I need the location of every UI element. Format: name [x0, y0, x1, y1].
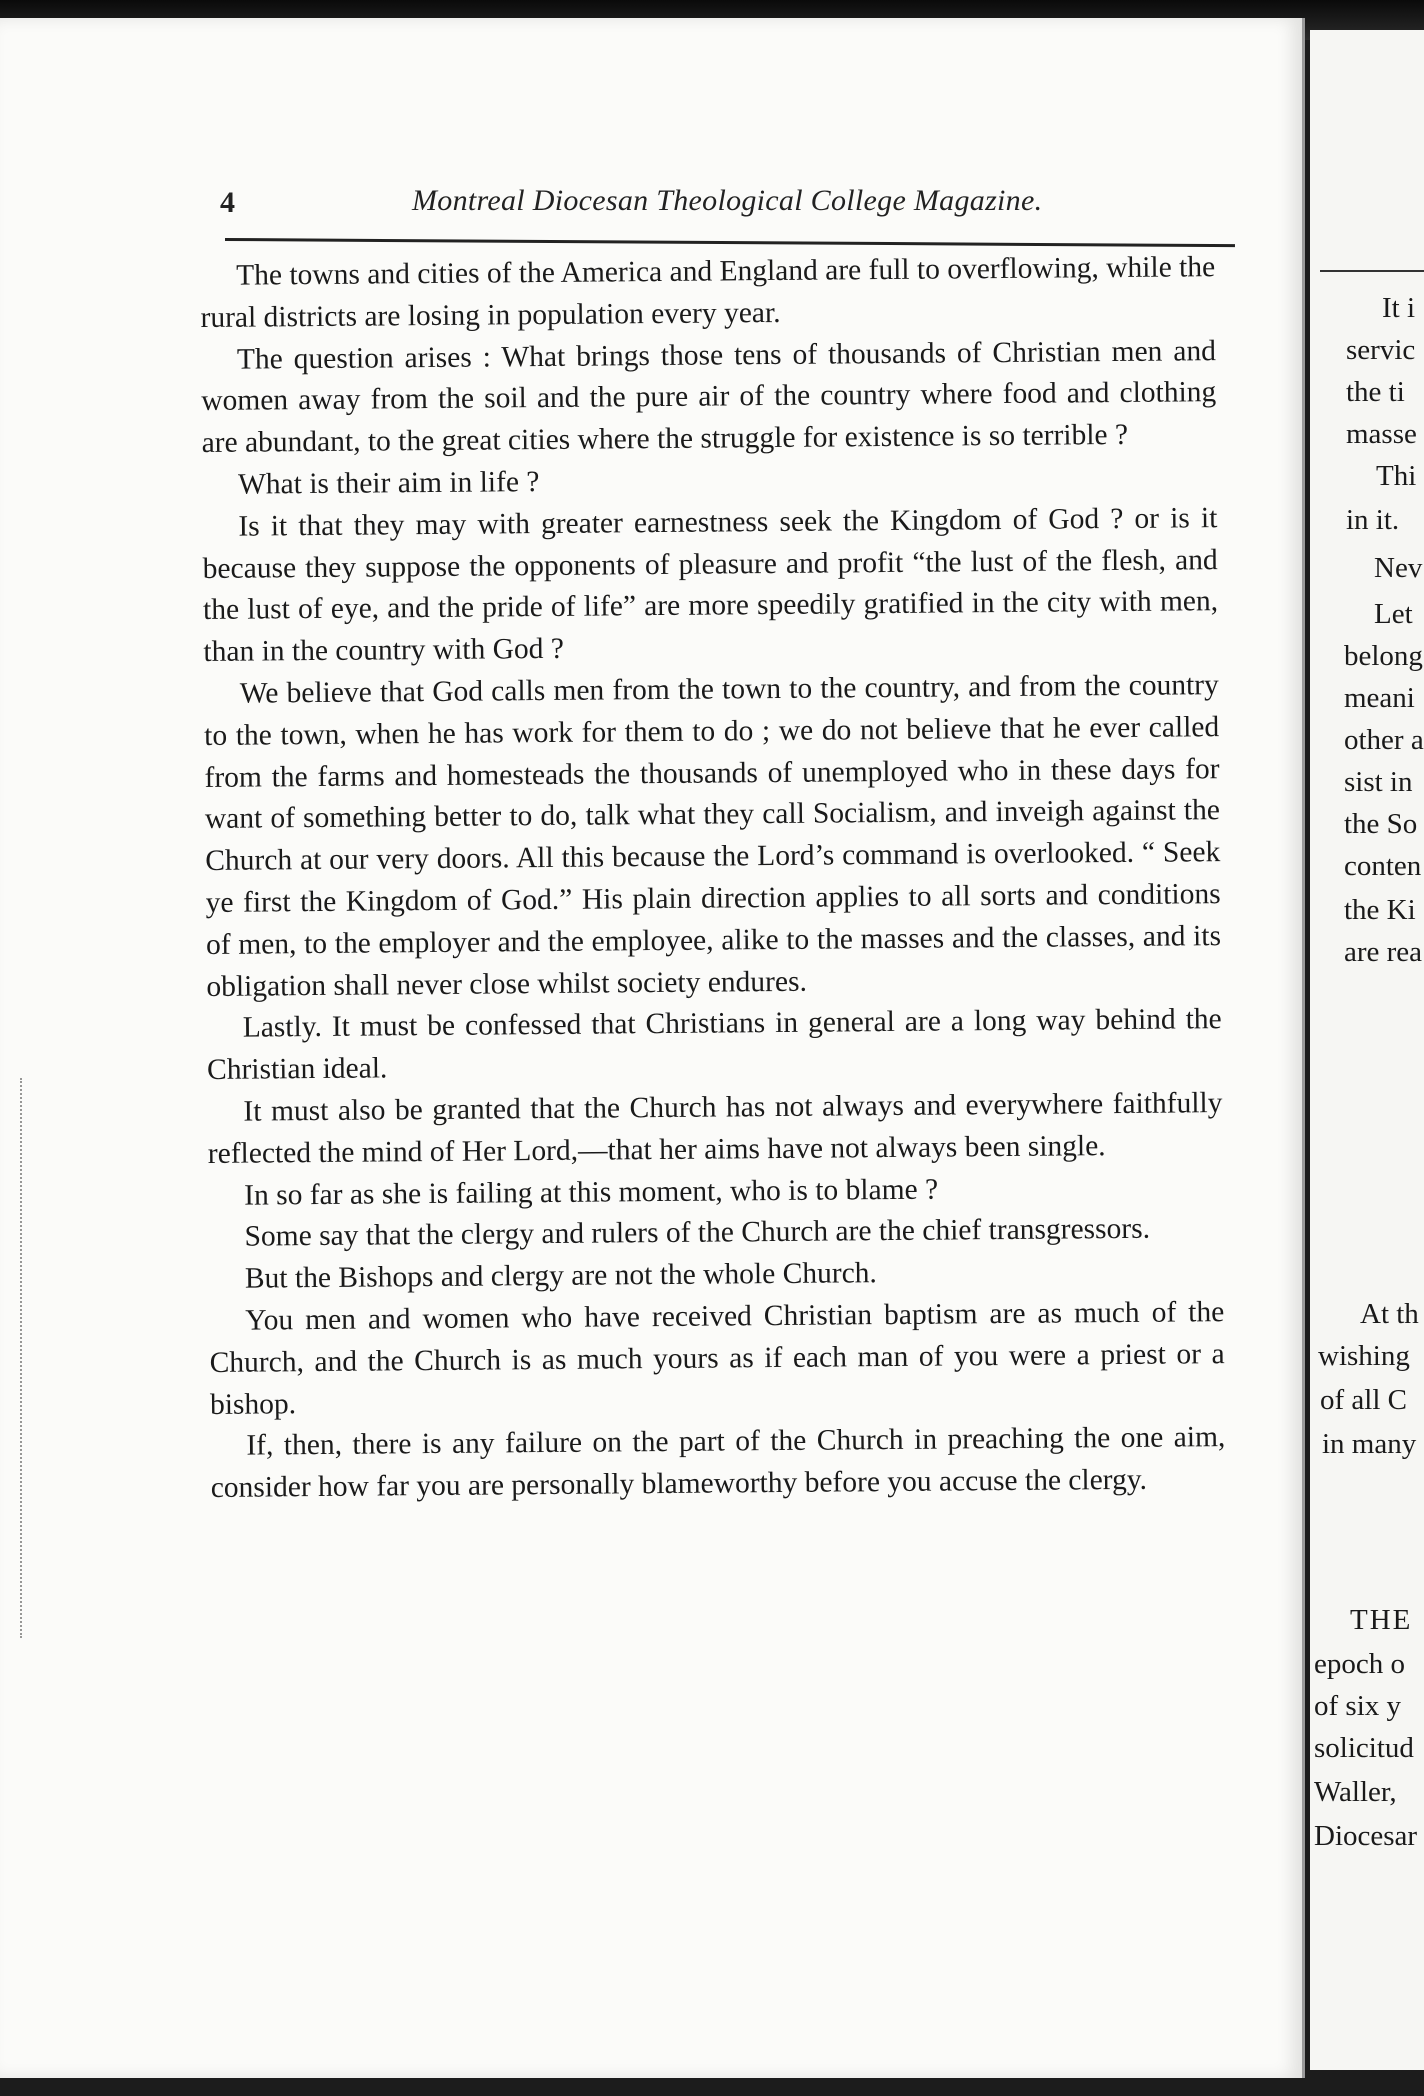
- paragraph: It must also be granted that the Church has not always and everywhere faithfully reflected the mind of Her Lord,—that her aims have not always been single.: [207, 1087, 1223, 1170]
- paragraph: What is their aim in life ?: [237, 466, 540, 501]
- page-number: 4: [220, 186, 235, 219]
- paragraph: Lastly. It must be confessed that Christians in general are a long way behind the Christian ideal.: [206, 1003, 1222, 1087]
- right-text-fragment: masse: [1346, 418, 1417, 450]
- right-text-fragment: It i: [1382, 292, 1416, 324]
- right-text-fragment: sist in: [1344, 766, 1413, 798]
- right-text-fragment: conten: [1344, 850, 1422, 882]
- paragraph: Some say that the clergy and rulers of the Church are the chief transgressors.: [244, 1213, 1151, 1253]
- right-text-fragment: Let: [1374, 598, 1413, 630]
- right-text-fragment: belong: [1344, 640, 1423, 672]
- article-body: [200, 247, 1226, 1510]
- right-text-fragment: THE: [1350, 1604, 1413, 1636]
- paragraph: In so far as she is failing at this moment, who is to blame ?: [244, 1173, 939, 1212]
- paragraph: You men and women who have received Christian baptism are as much of the Church, and the Church is as much yours as if each man of you were a priest or a bishop.: [209, 1296, 1225, 1421]
- paragraph: But the Bishops and clergy are not the whole Church.: [244, 1257, 877, 1295]
- right-page: [1310, 30, 1424, 2070]
- paragraph: Is it that they may with greater earnestness seek the Kingdom of God ? or is it because they suppose the opponents of pleasure and profit “the lust of the flesh, and the lust of eye, and the pride of life” are more speedily gratified in the city with men, than in the country with God ?: [202, 501, 1219, 669]
- right-text-fragment: Diocesar: [1314, 1820, 1418, 1852]
- right-text-fragment: the So: [1344, 808, 1418, 840]
- right-text-fragment: are rea: [1344, 936, 1423, 968]
- paragraph: We believe that God calls men from the town to the country, and from the country to the town, when he has work for them to do ; we do not believe that he ever called from the farms and homesteads the thousands of unemployed who in these days for want of something better to do, talk what they call Socialism, and inveigh against the Church at our very doors. All this because the Lord’s command is overlooked. “ Seek ye first the Kingdom of God.” His plain direction applies to all sorts and conditions of men, to the employer and the employee, alike to the masses and the classes, and its obligation shall never close whilst society endures.: [204, 669, 1222, 1003]
- right-text-fragment: of all C: [1320, 1384, 1407, 1416]
- paragraph: The towns and cities of the America and England are full to overflowing, while the rural districts are losing in population every year.: [200, 251, 1216, 334]
- paragraph: If, then, there is any failure on the part of the Church in preaching the one aim, consider how far you are personally blameworthy before you accuse the clergy.: [210, 1421, 1226, 1505]
- right-header-rule: [1320, 270, 1424, 272]
- page-edge-marks: [20, 1078, 32, 1638]
- right-text-fragment: At th: [1360, 1298, 1419, 1330]
- right-text-fragment: Waller,: [1314, 1776, 1397, 1808]
- right-text-fragment: Nev: [1374, 552, 1423, 584]
- running-title: Montreal Diocesan Theological College Magazine.: [412, 184, 1043, 217]
- right-text-fragment: the Ki: [1344, 894, 1416, 926]
- paragraph: The question arises : What brings those tens of thousands of Christian men and women away from the soil and the pure air of the country where food and clothing are abundant, to the great cities where the struggle for existence is so terrible ?: [201, 334, 1217, 460]
- right-text-fragment: meani: [1344, 682, 1415, 714]
- right-text-fragment: other a: [1344, 724, 1424, 756]
- right-text-fragment: the ti: [1346, 376, 1405, 408]
- right-text-fragment: in it.: [1346, 504, 1400, 536]
- right-text-fragment: in many: [1322, 1428, 1417, 1460]
- right-text-fragment: of six y: [1314, 1690, 1401, 1722]
- right-text-fragment: servic: [1346, 334, 1416, 366]
- right-text-fragment: wishing: [1318, 1340, 1410, 1372]
- page-header: [212, 168, 1252, 228]
- right-text-fragment: Thi: [1376, 460, 1417, 492]
- right-text-fragment: solicitud: [1314, 1732, 1414, 1764]
- right-text-fragment: epoch o: [1314, 1648, 1405, 1680]
